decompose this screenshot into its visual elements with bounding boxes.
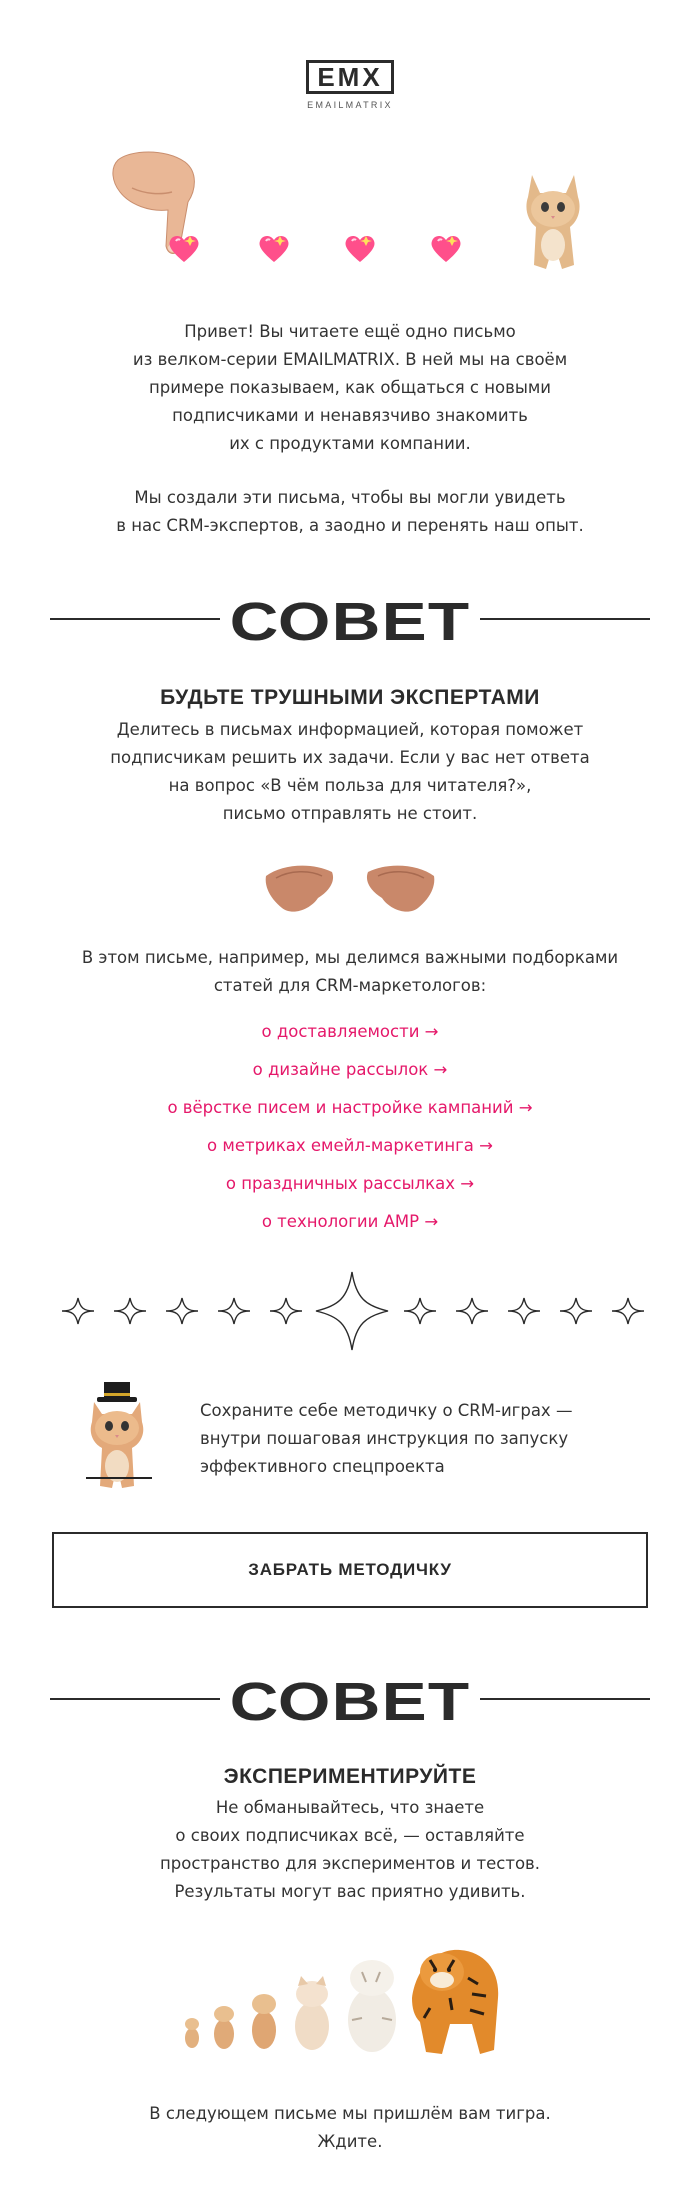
- tip-line: Не обманывайтесь, что знаете: [215, 1798, 485, 1817]
- sparkle-icon: [560, 1298, 592, 1324]
- article-link-deliverability[interactable]: о доставляемости →: [261, 1022, 439, 1041]
- intro-line: Мы создали эти письма, чтобы вы могли увидеть: [134, 488, 566, 507]
- kitten-icon: [522, 165, 584, 271]
- kitten-icon: [252, 1994, 276, 2049]
- sparkle-icon: [218, 1298, 250, 1324]
- heart-icon: [258, 234, 290, 264]
- intro-paragraph-2: [0, 484, 700, 540]
- sparkle-icon: [316, 1272, 388, 1350]
- open-hands-icon: [262, 862, 438, 918]
- article-link-holidays[interactable]: о праздничных рассылках →: [225, 1174, 475, 1193]
- tip-paragraph-2: [0, 944, 700, 1000]
- kitten-to-tiger-illustration: [180, 1938, 540, 2060]
- article-link-metrics[interactable]: о метриках емейл-маркетинга →: [207, 1136, 493, 1155]
- heart-icon: [430, 234, 462, 264]
- sparkle-icon: [114, 1298, 146, 1324]
- intro-line: в нас CRM-экспертов, а заодно и перенять наш опыт.: [116, 516, 584, 535]
- article-link-design[interactable]: о дизайне рассылок →: [252, 1060, 448, 1079]
- sparkle-icon: [612, 1298, 644, 1324]
- intro-line: их с продуктами компании.: [229, 434, 471, 453]
- logo-mark[interactable]: EMX: [306, 60, 394, 94]
- tip-line: Результаты могут вас приятно удивить.: [174, 1882, 526, 1901]
- tip-line: на вопрос «В чём польза для читателя?»,: [168, 776, 532, 795]
- sparkle-icon: [62, 1298, 94, 1324]
- intro-line: подписчиками и ненавязчиво знакомить: [172, 406, 528, 425]
- promo-line: внутри пошаговая инструкция по запуску: [200, 1429, 569, 1448]
- logo-wordmark: EMAILMATRIX: [307, 100, 393, 110]
- kitten-icon: [295, 1976, 329, 2050]
- tip-line: письмо отправлять не стоит.: [222, 804, 478, 823]
- tip-heading: БУДЬТЕ ТРУШНЫМИ ЭКСПЕРТАМИ: [160, 686, 540, 709]
- outro-paragraph: [0, 2100, 700, 2156]
- heart-icon: [344, 234, 376, 264]
- promo-text: [200, 1397, 670, 1481]
- tip-line: В этом письме, например, мы делимся важными подборками: [81, 948, 619, 967]
- article-link-layout[interactable]: о вёрстке писем и настройке кампаний →: [167, 1098, 533, 1117]
- tip-line: пространство для экспериментов и тестов.: [159, 1854, 541, 1873]
- heart-icon: [168, 234, 200, 264]
- white-tiger-icon: [348, 1960, 396, 2052]
- top-hat-kitten-icon: [80, 1378, 156, 1494]
- tip-heading: ЭКСПЕРИМЕНТИРУЙТЕ: [223, 1765, 477, 1788]
- outro-line: В следующем письме мы пришлём вам тигра.: [149, 2104, 551, 2123]
- sparkle-icon: [508, 1298, 540, 1324]
- section-title: СОВЕТ: [229, 1672, 471, 1732]
- article-link-amp[interactable]: о технологии AMP →: [261, 1212, 439, 1231]
- get-guide-button[interactable]: ЗАБРАТЬ МЕТОДИЧКУ: [52, 1532, 648, 1608]
- intro-line: из велком-серии EMAILMATRIX. В ней мы на своём: [132, 350, 568, 369]
- sparkle-row: [0, 1268, 700, 1354]
- intro-paragraph: [0, 318, 700, 458]
- tiger-icon: [412, 1950, 498, 2054]
- sparkle-icon: [270, 1298, 302, 1324]
- promo-line: Сохраните себе методичку о CRM-играх —: [200, 1401, 573, 1420]
- tip-paragraph: [0, 716, 700, 828]
- promo-line: эффективного спецпроекта: [200, 1457, 445, 1476]
- tip-line: Делитесь в письмах информацией, которая поможет: [116, 720, 584, 739]
- outro-line: Ждите.: [317, 2132, 383, 2151]
- section-title: СОВЕТ: [229, 592, 471, 652]
- sparkle-icon: [456, 1298, 488, 1324]
- intro-line: примере показываем, как общаться с новыми: [148, 378, 552, 397]
- tip-line: статей для CRM-маркетологов:: [213, 976, 487, 995]
- intro-line: Привет! Вы читаете ещё одно письмо: [184, 322, 516, 341]
- sparkle-icon: [404, 1298, 436, 1324]
- kitten-icon: [214, 2006, 234, 2049]
- kitten-icon: [185, 2018, 199, 2048]
- tip-line: подписчикам решить их задачи. Если у вас нет ответа: [110, 748, 590, 767]
- tip-line: о своих подписчиках всё, — оставляйте: [175, 1826, 525, 1845]
- tip-paragraph: [0, 1794, 700, 1906]
- sparkle-icon: [166, 1298, 198, 1324]
